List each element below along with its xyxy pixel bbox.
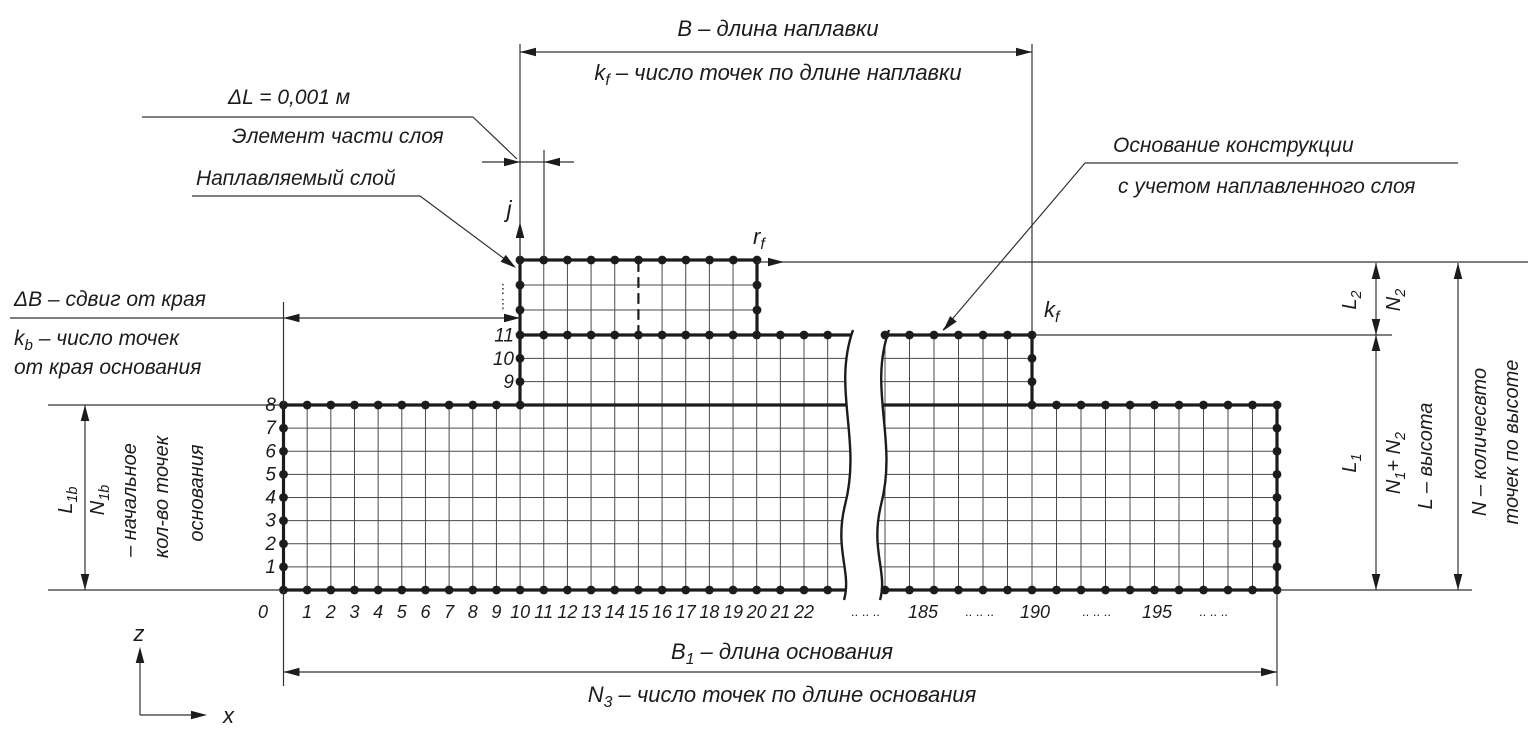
mesh-node [1273,562,1282,571]
label-n1b_t1: – начальное [119,443,141,557]
mesh-node [1224,401,1233,410]
mesh-node [445,401,454,410]
mesh-node [954,331,963,340]
mesh-node [1126,586,1135,595]
mesh-node [468,586,477,595]
mesh-node [326,401,335,410]
row-number: 5 [265,464,276,486]
mesh-node [979,586,988,595]
col-number: 18 [699,602,720,622]
col-ellipsis: .. .. .. [851,604,881,619]
mesh-node [930,331,939,340]
col-number: 22 [794,602,815,622]
mesh-node [1199,586,1208,595]
col-number: 2 [325,602,336,622]
mesh-node [1028,401,1037,410]
mesh-node [1028,377,1037,386]
label-delta_b: ΔВ – сдвиг от края [14,288,206,311]
mesh-node [776,331,785,340]
mesh-node [516,281,525,290]
mesh-node [1273,493,1282,502]
mesh-node [776,586,785,595]
mesh-node [468,401,477,410]
mesh-node [1003,586,1012,595]
label-n1b: $N_{1b}$ [87,484,113,516]
mesh-node [752,331,761,340]
label-axis_z: z [133,621,145,646]
mesh-node [881,331,890,340]
mesh-node [682,256,691,265]
label-l1b: $L_{1b}$ [55,486,81,514]
row-number: 9 [503,372,514,394]
mesh-node [350,401,359,410]
mesh-node [421,401,430,410]
label-dim_n3: $N_3$ – число точек по длине основания [587,682,977,711]
mesh-node [905,586,914,595]
mesh-node [374,586,383,595]
mesh-node [1273,470,1282,479]
col-number: 185 [907,602,939,622]
col-number: 20 [746,602,767,622]
mesh-node [753,306,762,315]
mesh-node [539,586,548,595]
mesh-node [658,256,667,265]
col-number: 21 [770,602,791,622]
mesh-node [279,493,288,502]
mesh-node [516,377,525,386]
mesh-node [1175,586,1184,595]
label-kb_2: от края основания [14,356,202,379]
mesh-node [1028,586,1037,595]
col-number: 4 [373,602,384,622]
mesh-node [681,331,690,340]
mesh-node [279,447,288,456]
label-n_count_1: N – количесвто [1469,367,1491,517]
mesh-node [1028,354,1037,363]
label-n1b_t2: кол-во точек [151,435,173,559]
mesh-node [516,354,525,363]
mesh-node [753,281,762,290]
col-ellipsis: .. .. .. [1199,604,1229,619]
mesh-node [658,331,667,340]
mesh-node [1052,586,1061,595]
mesh-node [1248,586,1257,595]
label-vdots: ⋮ [496,281,510,296]
col-number: 8 [467,602,478,622]
mesh-node [516,586,525,595]
label-axis_rf: $r_f$ [753,224,765,253]
mesh-node [634,331,643,340]
col-number: 3 [349,602,360,622]
mesh-node [705,256,714,265]
row-number: 4 [265,487,276,509]
mesh-node [1248,401,1257,410]
mesh-node [1101,586,1110,595]
mesh-node [1273,401,1282,410]
label-n1n2: $N_1+ N_2$ [1383,431,1409,495]
mesh-node [397,586,406,595]
label-n2: $N_2$ [1383,288,1409,312]
mesh-node [303,586,312,595]
mesh-node [729,586,738,595]
label-axis_x: x [223,703,234,728]
row-number: 2 [265,533,276,555]
col-number: 13 [581,602,602,622]
col-number: 16 [652,602,673,622]
mesh-node [1077,401,1086,410]
label-l2: $L_2$ [1339,290,1365,310]
mesh-node [279,539,288,548]
mesh-node [610,586,619,595]
mesh-node [1003,331,1012,340]
mesh-node [705,331,714,340]
mesh-node [397,401,406,410]
col-number: 11 [534,602,554,622]
mesh-node [930,586,939,595]
col-number: 15 [628,602,649,622]
mesh-node [610,331,619,340]
mesh-node [800,586,809,595]
label-element: Элемент части слоя [232,125,444,148]
mesh-node [587,331,596,340]
mesh-node [374,401,383,410]
mesh-node [1224,586,1233,595]
mesh-node [279,562,288,571]
mesh-node [1273,424,1282,433]
row-number: 1 [265,556,276,578]
mesh-node [658,586,667,595]
mesh-node [979,331,988,340]
col-number: 19 [723,602,744,622]
row-number: 11 [494,325,514,347]
mesh-node [516,306,525,315]
row-number: 3 [265,510,276,532]
mesh-node [1175,401,1184,410]
break-lines [841,330,889,600]
col-number: 190 [1019,602,1051,622]
grid-lines [284,260,1278,590]
label-l1: $L_1$ [1339,453,1365,473]
col-number: 9 [491,602,502,622]
mesh-node [752,586,761,595]
mesh-node [823,586,832,595]
col-number: 6 [420,602,431,622]
mesh-node [492,401,501,410]
label-delta_l: ΔL = 0,001 м [228,86,351,109]
col-number: 1 [302,602,313,622]
mesh-node [881,586,890,595]
col-number: 195 [1141,602,1173,622]
row-number: 6 [265,441,276,463]
mesh-node [634,256,643,265]
mesh-node [516,331,525,340]
col-number: 0 [257,602,269,622]
mesh-node [516,401,525,410]
mesh-node [587,586,596,595]
row-number: 7 [265,418,276,440]
mesh-node [800,331,809,340]
mesh-node [729,331,738,340]
label-n1b_t3: основания [186,444,208,542]
mesh-node [954,586,963,595]
mesh-node [445,586,454,595]
mesh-node [1052,401,1061,410]
label-kb_1: $k_b$ – число точек [14,327,180,354]
mesh-node [563,586,572,595]
mesh-node [823,331,832,340]
mesh-node [563,331,572,340]
mesh-node [587,256,596,265]
label-dim_b_top: В – длина наплавки [677,16,879,41]
mesh-node [610,256,619,265]
row-number: 10 [492,348,514,370]
mesh-node [279,516,288,525]
label-osnovanie_1: Основание конструкции [1113,134,1354,157]
mesh-node [705,586,714,595]
mesh-node [1273,539,1282,548]
mesh-node [681,586,690,595]
mesh-node [326,586,335,595]
mesh-node [634,586,643,595]
label-n_count_2: точек по высоте [1501,359,1523,525]
label-kf_corner: $k_f$ [1044,297,1060,326]
label-l_height: L – высота [1415,402,1437,510]
mesh-node [279,470,288,479]
mesh-node [1077,586,1086,595]
label-axis_j: j [506,196,512,222]
label-osnovanie_2: с учетом наплавленного слоя [1118,175,1416,198]
mesh-node [1273,447,1282,456]
mesh-node [1199,401,1208,410]
labels [13,16,1523,728]
mesh-node [1126,401,1135,410]
mesh-node [563,256,572,265]
mesh-node [753,256,762,265]
mesh-node [539,331,548,340]
col-number: 5 [396,602,407,622]
col-ellipsis: .. .. .. [965,604,995,619]
col-ellipsis: .. .. .. [1082,604,1112,619]
mesh-node [1273,516,1282,525]
col-number: 12 [557,602,578,622]
col-number: 7 [444,602,455,622]
mesh-node [729,256,738,265]
col-number: 14 [604,602,625,622]
mesh-node [421,586,430,595]
row-number: 8 [265,395,276,416]
col-number: 17 [675,602,696,622]
mesh-node [1150,401,1159,410]
mesh-node [905,331,914,340]
label-layer: Наплавляемый слой [196,167,396,190]
mesh-node [1150,586,1159,595]
mesh-node [279,424,288,433]
mesh-node [350,586,359,595]
mesh-node [303,401,312,410]
mesh-node [492,586,501,595]
mesh-node [1101,401,1110,410]
label-vdots: ⋮ [496,296,510,311]
label-dim_kf_top: $k_f$ – число точек по длине наплавки [594,60,962,89]
label-dim_b1: $В_1$ – длина основания [670,639,894,668]
col-number: 10 [510,602,531,622]
